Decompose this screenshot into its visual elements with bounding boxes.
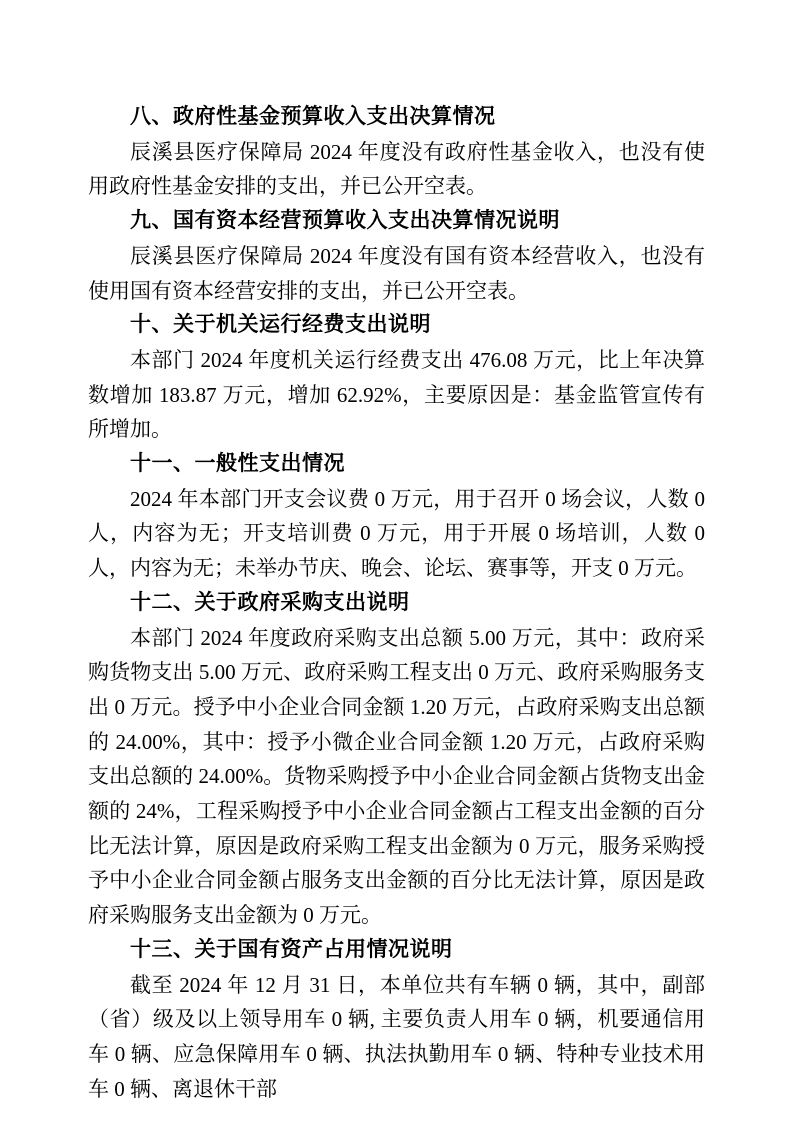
section-gov-fund-budget [88,100,705,204]
section-heading-government-procurement: 十二、关于政府采购支出说明 [130,590,410,614]
section-paragraph-state-asset-occupancy: 截至 2024 年 12 月 31 日，本单位共有车辆 0 辆，其中，副部（省）级及以上领导用车 0 辆, 主要负责人用车 0 辆，机要通信用车 0 辆、应急保障用车 0 辆、执法执勤用车 0 辆、特种专业技术用车 0 辆、离退休干部 [88,972,705,1101]
section-paragraph-government-procurement: 本部门 2024 年度政府采购支出总额 5.00 万元，其中：政府采购货物支出 5.00 万元、政府采购工程支出 0 万元、政府采购服务支出 0 万元。授予中小企业合同金额 1.20 万元，占政府采购支出总额的 24.00%，其中：授予小微企业合同金额 1.20 万元，占政府采购支出总额的 24.00%。货物采购授予中小企业合同金额占货物支出金额的 24%，工程采购授予中小企业合同金额占工程支出金额的百分比无法计算，原因是政府采购工程支出金额为 0 万元，服务采购授予中小企业合同金额占服务支出金额的百分比无法计算，原因是政府采购服务支出金额为 0 万元。 [88,625,705,928]
section-state-capital-budget [88,204,705,308]
section-heading-agency-operating-expense: 十、关于机关运行经费支出说明 [130,313,431,337]
section-heading-state-capital-budget: 九、国有资本经营预算收入支出决算情况说明 [130,209,560,233]
section-agency-operating-expense [88,308,705,447]
section-heading-gov-fund-budget: 八、政府性基金预算收入支出决算情况 [130,105,496,128]
section-paragraph-general-expenditure: 2024 年本部门开支会议费 0 万元，用于召开 0 场会议，人数 0 人，内容为无；开支培训费 0 万元，用于开展 0 场培训，人数 0 人，内容为无；未举办节庆、晚会、论坛、赛事等，开支 0 万元。 [88,486,705,581]
section-heading-state-asset-occupancy: 十三、关于国有资产占用情况说明 [130,937,453,961]
section-government-procurement [88,586,705,933]
section-state-asset-occupancy [88,933,705,1107]
section-general-expenditure [88,447,705,586]
section-heading-general-expenditure: 十一、一般性支出情况 [130,452,345,476]
section-paragraph-gov-fund-budget: 辰溪县医疗保障局 2024 年度没有政府性基金收入，也没有使用政府性基金安排的支出，并已公开空表。 [88,139,705,199]
section-paragraph-agency-operating-expense: 本部门 2024 年度机关运行经费支出 476.08 万元，比上年决算数增加 183.87 万元，增加 62.92%，主要原因是：基金监管宣传有所增加。 [88,347,705,442]
section-paragraph-state-capital-budget: 辰溪县医疗保障局 2024 年度没有国有资本经营收入，也没有使用国有资本经营安排的支出，并已公开空表。 [88,243,705,303]
